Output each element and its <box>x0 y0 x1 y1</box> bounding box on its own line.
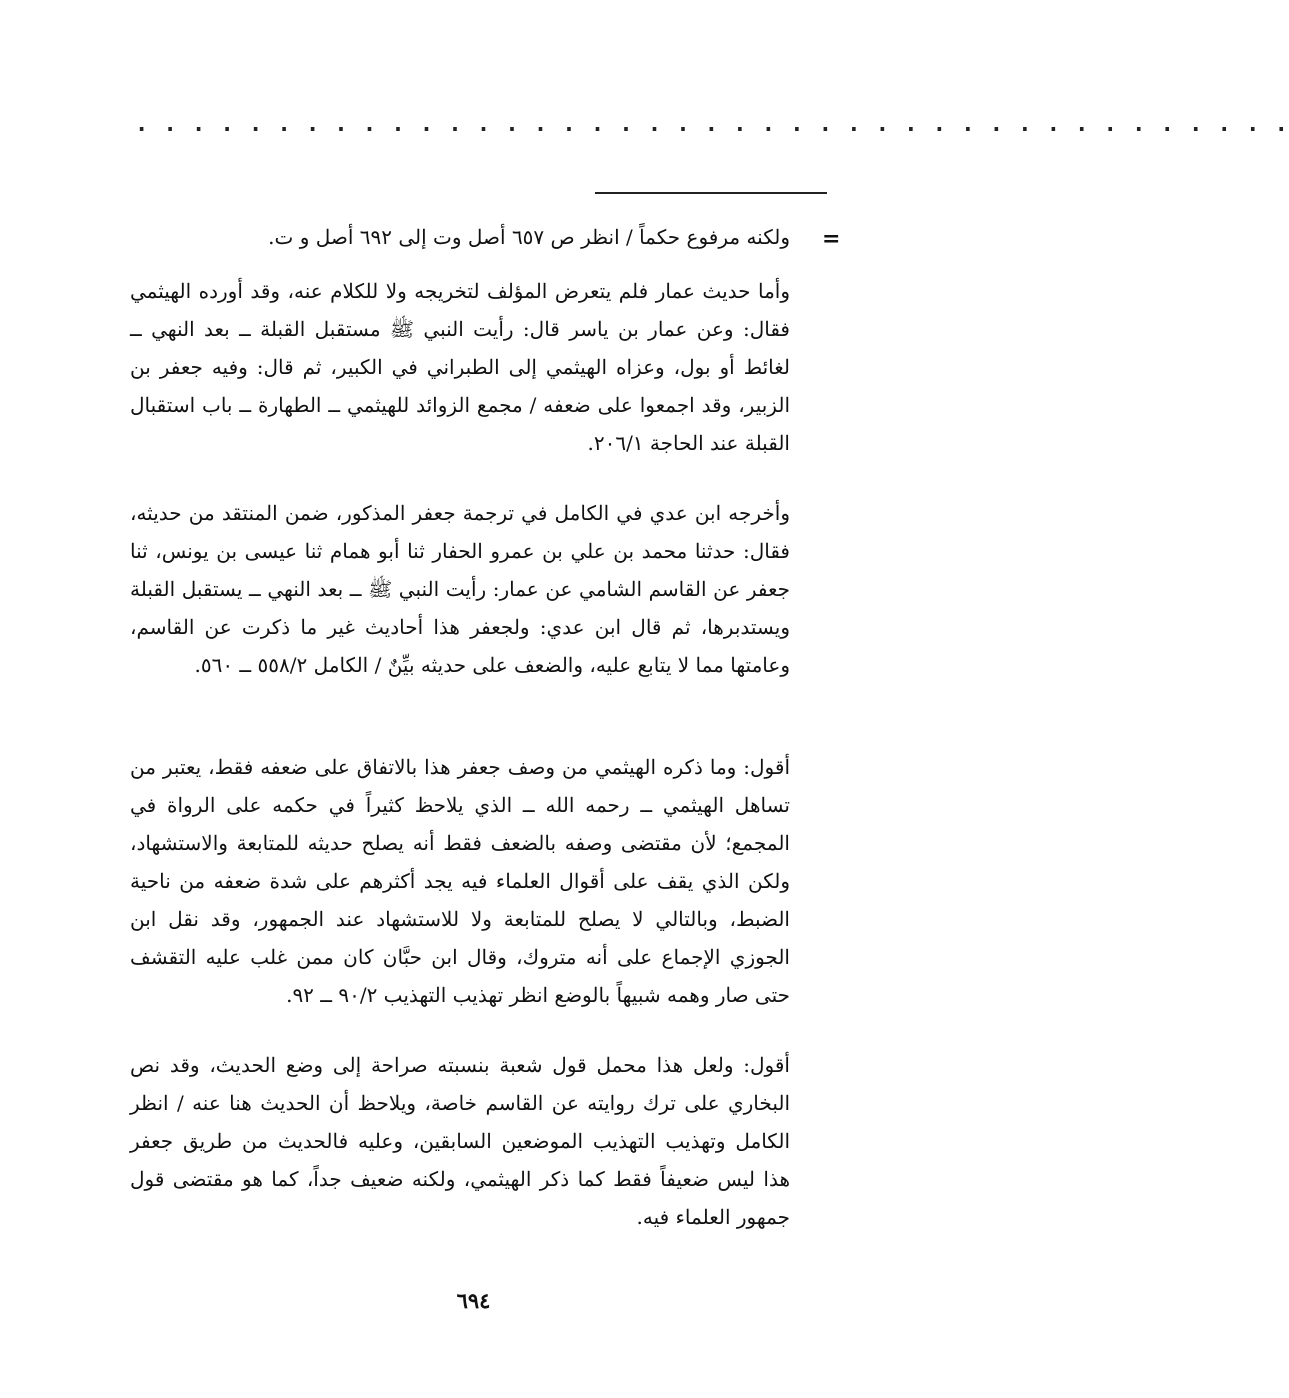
paragraph-ibn-adi: وأخرجه ابن عدي في الكامل في ترجمة جعفر المذكور، ضمن المنتقد من حديثه، فقال: حدثنا محمد بن علي بن عمرو الحفار ثنا أبو همام ثنا عيسى بن يونس، ثنا جعفر عن القاسم الشامي عن عمار: رأيت النبي ﷺ ــ بعد النهي ــ يستقبل القبلة ويستدبرها، ثم قال ابن عدي: ولجعفر هذا أحاديث غير ما ذكرت عن القاسم، وعامتها مما لا يتابع عليه، والضعف على حديثه بيِّنٌ / الكامل ٥٥٨/٢ ــ ٥٦٠. <box>130 501 790 677</box>
footnote-continuation-mark: = <box>822 226 841 252</box>
footnote-continuation-text: ولكنه مرفوع حكماً / انظر ص ٦٥٧ أصل وت إلى ٦٩٢ أصل و ت. <box>268 225 790 249</box>
top-dotted-separator: . . . . . . . . . . . . . . . . . . . . . . . . . . . . . . . . . . . . . . . . . <box>135 112 1289 137</box>
paragraph-hadith-ammar: وأما حديث عمار فلم يتعرض المؤلف لتخريجه ولا للكلام عنه، وقد أورده الهيثمي فقال: وعن عمار بن ياسر قال: رأيت النبي ﷺ مستقبل القبلة ــ بعد النهي ــ لغائط أو بول، وعزاه الهيثمي إلى الطبراني في الكبير، ثم قال: وفيه جعفر بن الزبير، وقد اجمعوا على ضعفه / مجمع الزوائد للهيثمي ــ الطهارة ــ باب استقبال القبلة عند الحاجة ٢٠٦/١. <box>130 279 790 455</box>
paragraph-commentary-haythami: أقول: وما ذكره الهيثمي من وصف جعفر هذا بالاتفاق على ضعفه فقط، يعتبر من تساهل الهيثمي ــ رحمه الله ــ الذي يلاحظ كثيراً في حكمه على الرواة في المجمع؛ لأن مقتضى وصفه بالضعف فقط أنه يصلح حديثه للمتابعة والاستشهاد، ولكن الذي يقف على أقوال العلماء فيه يجد أكثرهم على شدة ضعفه من ناحية الضبط، وبالتالي لا يصلح للمتابعة ولا للاستشهاد عند الجمهور، وقد نقل ابن الجوزي الإجماع على أنه متروك، وقال ابن حبَّان كان ممن غلب عليه التقشف حتى صار وهمه شبيهاً بالوضع انظر تهذيب التهذيب ٩٠/٢ ــ ٩٢. <box>130 755 791 1007</box>
paragraph-commentary-shuba: أقول: ولعل هذا محمل قول شعبة بنسبته صراحة إلى وضع الحديث، وقد نص البخاري على ترك روايته عن القاسم خاصة، ويلاحظ أن الحديث هنا عنه / انظر الكامل وتهذيب التهذيب الموضعين السابقين، وعليه فالحديث من طريق جعفر هذا ليس ضعيفاً فقط كما ذكر الهيثمي، ولكنه ضعيف جداً، كما هو مقتضى قول جمهور العلماء فيه. <box>130 1053 790 1229</box>
footnote-separator-line <box>595 192 827 194</box>
page-number: ٦٩٤ <box>456 1288 491 1313</box>
